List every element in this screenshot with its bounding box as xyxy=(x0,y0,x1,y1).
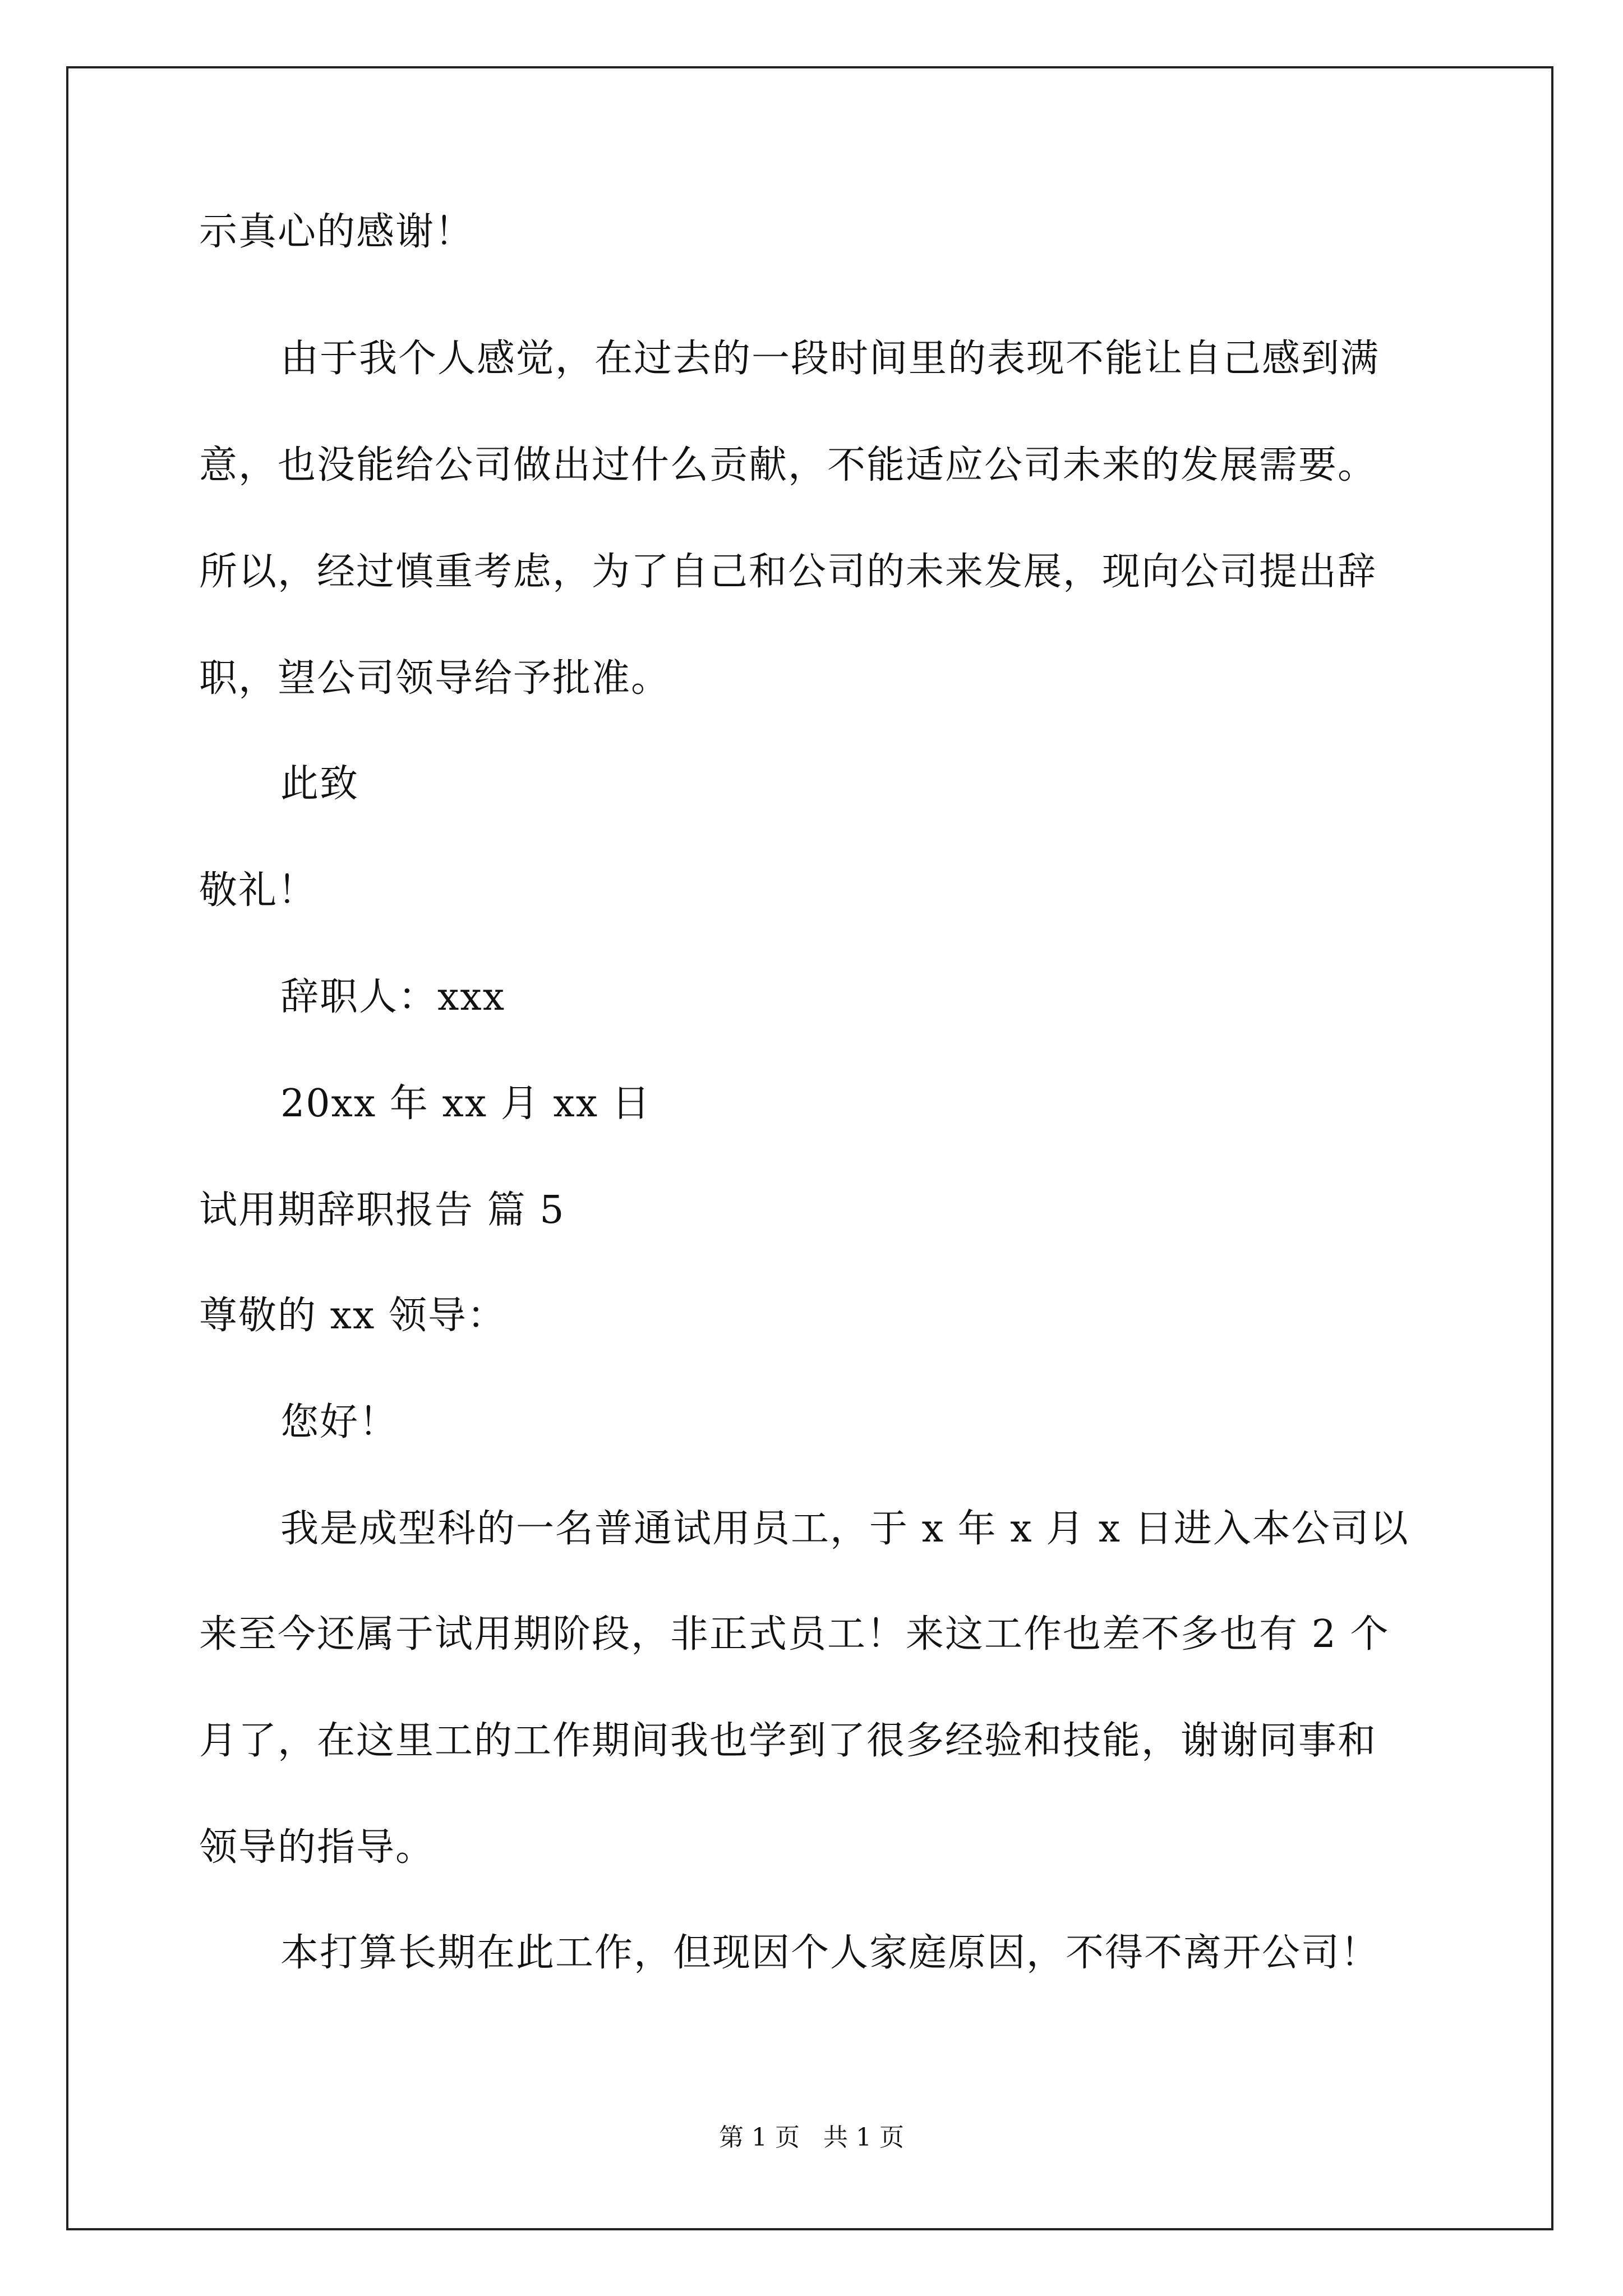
page-border xyxy=(66,66,1553,2230)
body-line: 本打算长期在此工作，但现因个人家庭原因，不得不离开公司！ xyxy=(280,1931,1380,1975)
closing-line: 此致 xyxy=(280,762,359,806)
body-line: 领导的指导。 xyxy=(199,1825,435,1870)
body-line: 我是成型科的一名普通试用员工，于 x 年 x 月 x 日进入本公司以 xyxy=(280,1507,1409,1551)
body-line: 由于我个人感觉，在过去的一段时间里的表现不能让自己感到满 xyxy=(280,337,1380,381)
salutation-line: 敬礼！ xyxy=(199,868,317,913)
signer-line: 辞职人：xxx xyxy=(280,975,506,1019)
body-line: 职，望公司领导给予批准。 xyxy=(199,656,671,701)
body-line: 意，也没能给公司做出过什么贡献，不能适应公司未来的发展需要。 xyxy=(199,443,1377,487)
body-line: 示真心的感谢！ xyxy=(199,210,474,254)
body-line: 月了，在这里工的工作期间我也学到了很多经验和技能，谢谢同事和 xyxy=(199,1719,1377,1763)
date-line: 20xx 年 xx 月 xx 日 xyxy=(280,1082,651,1126)
section-title: 试用期辞职报告 篇 5 xyxy=(199,1188,565,1232)
page-number: 第 1 页 共 1 页 xyxy=(719,2123,904,2152)
body-line: 所以，经过慎重考虑，为了自己和公司的未来发展，现向公司提出辞 xyxy=(199,550,1377,594)
greeting-line: 您好！ xyxy=(280,1400,399,1444)
body-line: 来至今还属于试用期阶段，非正式员工！来这工作也差不多也有 2 个 xyxy=(199,1612,1390,1657)
addressee-line: 尊敬的 xx 领导： xyxy=(199,1294,506,1338)
